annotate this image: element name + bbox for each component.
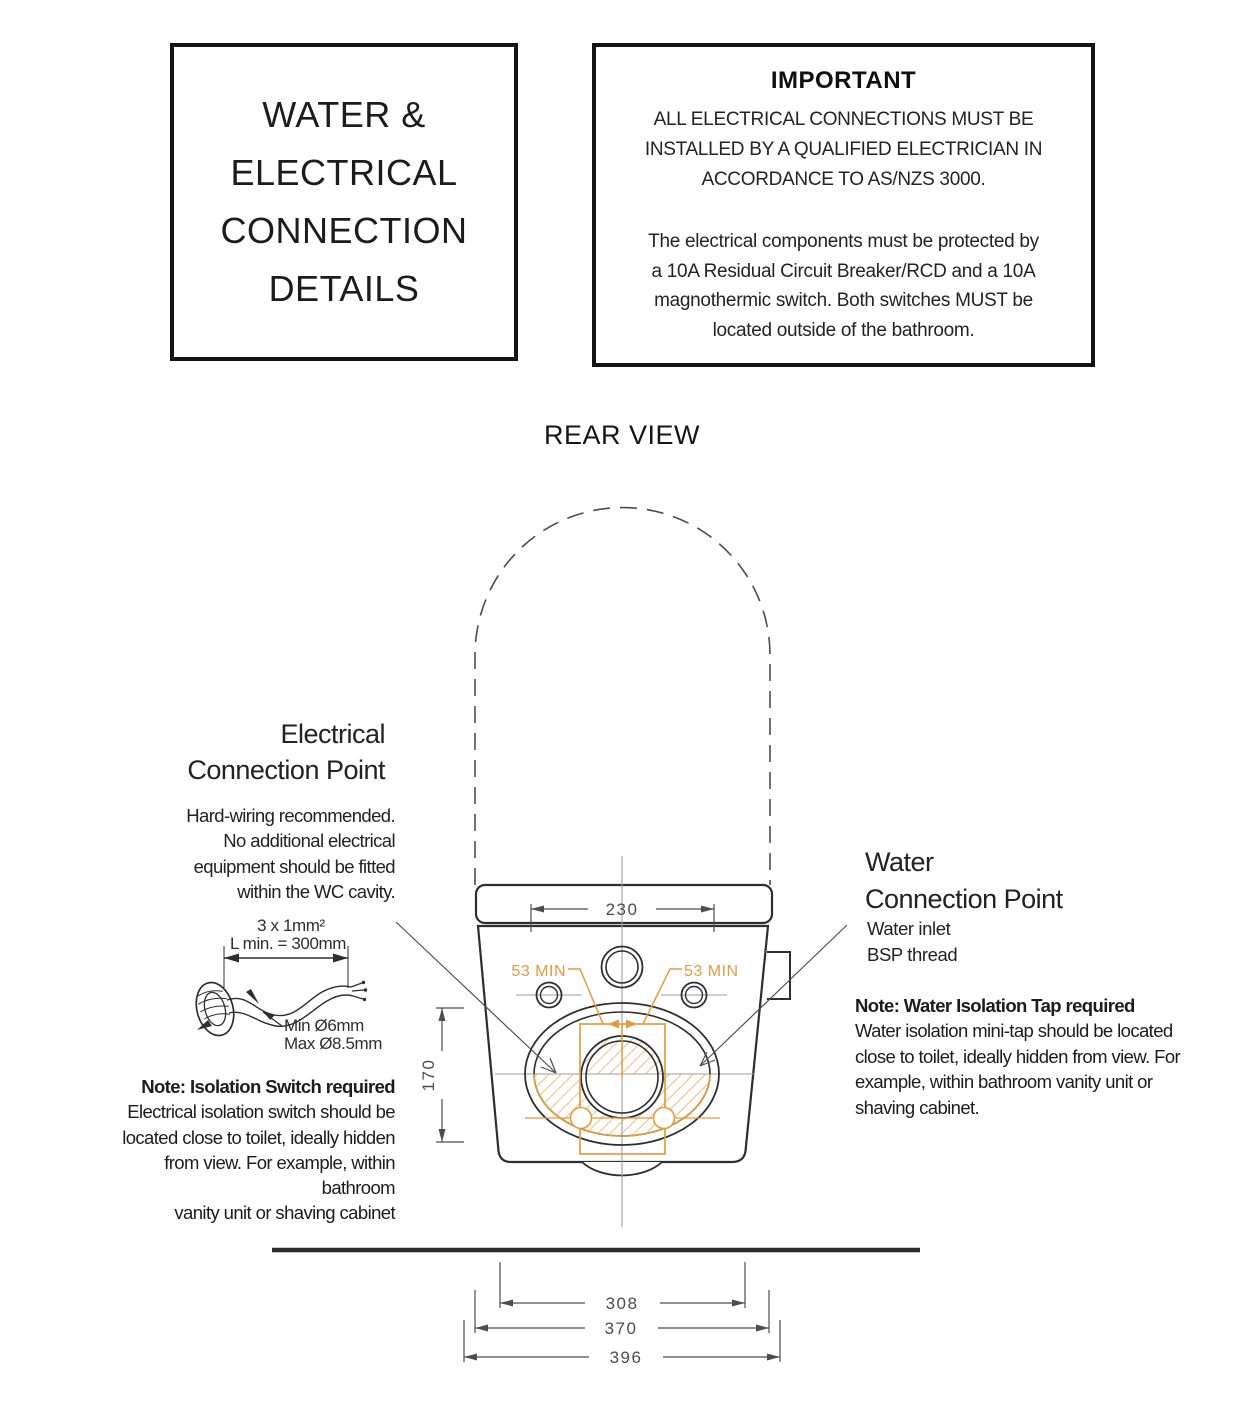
sub-line: Water inlet bbox=[867, 918, 951, 939]
electrical-connection-body bbox=[115, 803, 395, 904]
cable-spec-label: 3 x 1mm² bbox=[257, 916, 325, 935]
dim-53-left: 53 MIN bbox=[511, 963, 566, 980]
dim-230: 230 bbox=[605, 900, 639, 919]
dim-308: 308 bbox=[605, 1294, 639, 1313]
dim-170: 170 bbox=[419, 1058, 438, 1092]
important-line: magnothermic switch. Both switches MUST be bbox=[654, 290, 1033, 311]
heading-line: Connection Point bbox=[865, 884, 1063, 914]
note-line: located close to toilet, ideally hidden bbox=[122, 1126, 395, 1148]
note-line: example, within bathroom vanity unit or bbox=[855, 1071, 1153, 1093]
body-line: No additional electrical bbox=[223, 830, 395, 852]
title-line: CONNECTION bbox=[220, 210, 468, 251]
isolation-switch-note bbox=[95, 1074, 395, 1226]
title-line: ELECTRICAL bbox=[230, 152, 458, 193]
dim-170-lines bbox=[436, 1008, 464, 1142]
important-paragraph-1 bbox=[596, 105, 1091, 195]
heading-line: Electrical bbox=[280, 719, 385, 749]
note-line: Water isolation mini-tap should be located bbox=[855, 1020, 1173, 1042]
water-inlet-sub bbox=[867, 916, 1067, 967]
body-line: within the WC cavity. bbox=[237, 880, 395, 902]
cable-min-diameter-label: Min Ø6mm bbox=[284, 1016, 364, 1035]
important-line: INSTALLED BY A QUALIFIED ELECTRICIAN IN bbox=[644, 139, 1043, 160]
water-inlet-tab bbox=[767, 952, 790, 999]
note-heading: Note: Isolation Switch required bbox=[141, 1076, 395, 1097]
heading-line: Connection Point bbox=[187, 755, 385, 785]
title-box bbox=[170, 43, 518, 361]
important-line: ALL ELECTRICAL CONNECTIONS MUST BE bbox=[653, 109, 1034, 130]
water-connection-heading bbox=[865, 844, 1195, 918]
note-line: from view. For example, within bathroom bbox=[164, 1151, 395, 1199]
title-line: WATER & bbox=[262, 94, 426, 135]
cable-max-diameter-label: Max Ø8.5mm bbox=[284, 1034, 383, 1053]
important-paragraph-2 bbox=[596, 227, 1091, 345]
important-line: ACCORDANCE TO AS/NZS 3000. bbox=[701, 169, 986, 190]
note-heading: Note: Water Isolation Tap required bbox=[855, 995, 1135, 1016]
electrical-connection-heading bbox=[85, 716, 385, 788]
cable-length-label: L min. = 300mm bbox=[229, 934, 347, 953]
cable-detail bbox=[191, 916, 383, 1053]
note-line: close to toilet, ideally hidden from view. For bbox=[855, 1045, 1181, 1067]
rear-view-label: REAR VIEW bbox=[543, 420, 701, 450]
note-line: shaving cabinet. bbox=[855, 1096, 980, 1118]
important-line: a 10A Residual Circuit Breaker/RCD and a 10A bbox=[651, 260, 1036, 282]
title-line: DETAILS bbox=[268, 268, 420, 309]
body-line: Hard-wiring recommended. bbox=[186, 805, 395, 826]
dim-396: 396 bbox=[609, 1348, 643, 1367]
sub-line: BSP thread bbox=[867, 943, 958, 965]
important-heading: IMPORTANT bbox=[770, 67, 917, 94]
heading-line: Water bbox=[865, 847, 934, 877]
important-line: located outside of the bathroom. bbox=[712, 319, 975, 341]
note-line: vanity unit or shaving cabinet bbox=[174, 1202, 395, 1224]
cable-grommet bbox=[191, 978, 240, 1039]
important-line: The electrical components must be protected by bbox=[648, 231, 1039, 252]
water-isolation-tap-note bbox=[855, 993, 1185, 1120]
body-line: equipment should be fitted bbox=[193, 855, 395, 877]
dim-53-right: 53 MIN bbox=[684, 963, 739, 980]
dim-370: 370 bbox=[604, 1319, 638, 1338]
pan-outline-dashed bbox=[475, 508, 770, 885]
note-line: Electrical isolation switch should be bbox=[127, 1101, 395, 1123]
cable-strand-tips bbox=[362, 981, 367, 1001]
important-notice-box bbox=[592, 43, 1095, 367]
